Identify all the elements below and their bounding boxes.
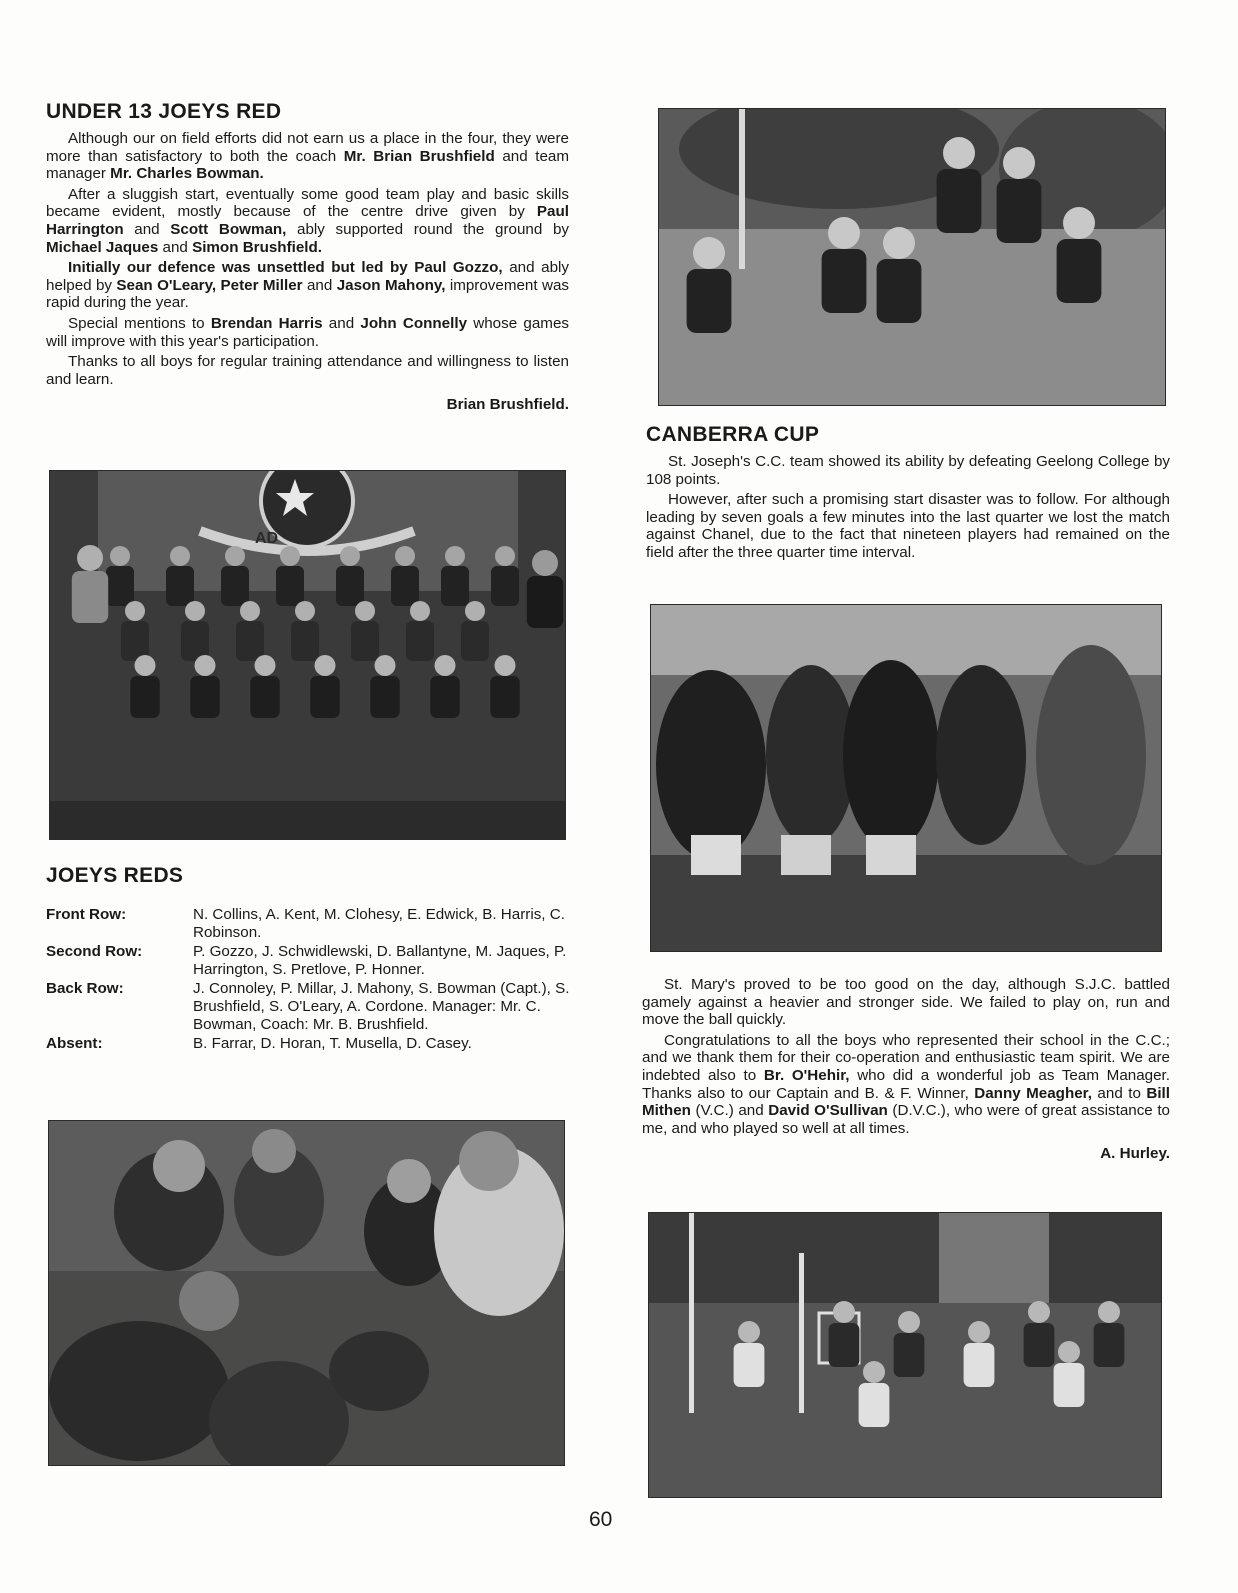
- roster-row: [46, 906, 571, 943]
- team-huddle-photo: [650, 604, 1162, 952]
- huddle-photo: [48, 1120, 565, 1466]
- roster-row-names: B. Farrar, D. Horan, T. Musella, D. Casey.: [193, 1035, 472, 1053]
- under13-paragraph: Although our on field efforts did not earn us a place in the four, they were more than satisfactory to both the coach Mr. Brian Brushfield and team manager Mr. Charles Bowman.: [46, 130, 569, 183]
- roster-row: [46, 1035, 571, 1055]
- left-column: [46, 100, 569, 413]
- roster-row-label: Front Row:: [46, 906, 127, 923]
- roster-block: [46, 864, 571, 1055]
- canberra-paragraph: St. Mary's proved to be too good on the day, although S.J.C. battled gamely against a heavier and stronger side. We failed to play on, run and move the ball quickly.: [642, 976, 1170, 1029]
- roster-row-label: Back Row:: [46, 980, 124, 998]
- banner-motto: AD: [255, 530, 279, 547]
- signature-hurley: A. Hurley.: [1100, 1145, 1170, 1163]
- under13-paragraph: After a sluggish start, eventually some good team play and basic skills became evident, mostly because of the centre drive given by Paul Harrington and Scott Bowman, ably supported round the ground by Michael Jaques and Simon Brushfield.: [46, 185, 569, 256]
- roster-row-names: P. Gozzo, J. Schwidlewski, D. Ballantyne, M. Jaques, P. Harrington, S. Pretlove, P. Honner.: [193, 943, 567, 978]
- section1-body: [46, 130, 569, 388]
- marking-contest-photo: [658, 108, 1166, 406]
- under13-paragraph: Thanks to all boys for regular training attendance and willingness to listen and learn.: [46, 353, 569, 388]
- roster-title: JOEYS REDS: [46, 864, 184, 887]
- canberra-paragraph: St. Joseph's C.C. team showed its ability by defeating Geelong College by 108 points.: [646, 453, 1170, 488]
- roster-row-names: J. Connoley, P. Millar, J. Mahony, S. Bowman (Capt.), S. Brushfield, S. O'Leary, A. Cordone. Manager: Mr. C. Bowman, Coach: Mr. B. Brushfield.: [193, 980, 570, 1033]
- goal-celebration-photo: [648, 1212, 1162, 1498]
- canberra-cup-continued: [642, 976, 1170, 1162]
- section-title-under13: UNDER 13 JOEYS RED: [46, 100, 282, 123]
- canberra-body-bottom: [642, 976, 1170, 1137]
- under13-paragraph: Special mentions to Brendan Harris and John Connelly whose games will improve with this year's participation.: [46, 314, 569, 350]
- roster-row: [46, 980, 571, 1035]
- roster-row-label: Absent:: [46, 1035, 103, 1053]
- section-title-canberra: CANBERRA CUP: [646, 423, 820, 446]
- roster-row-names: N. Collins, A. Kent, M. Clohesy, E. Edwick, B. Harris, C. Robinson.: [193, 906, 565, 941]
- roster-row-label: Second Row:: [46, 943, 143, 961]
- team-photo: [49, 470, 566, 840]
- roster-table: [46, 906, 571, 1055]
- signature-brushfield: Brian Brushfield.: [446, 396, 569, 414]
- canberra-body-top: [646, 453, 1170, 562]
- canberra-cup-block: [646, 423, 1170, 565]
- canberra-paragraph: However, after such a promising start disaster was to follow. For although leading by seven goals a few minutes into the last quarter we lost the match against Chanel, due to the fact that nineteen players had remained on the field after the three quarter time interval.: [646, 491, 1170, 561]
- roster-row: [46, 943, 571, 980]
- under13-paragraph: Initially our defence was unsettled but led by Paul Gozzo, and ably helped by Sean O'Leary, Peter Miller and Jason Mahony, improvement was rapid during the year.: [46, 259, 569, 312]
- canberra-paragraph: Congratulations to all the boys who represented their school in the C.C.; and we thank them for their co-operation and enthusiastic team spirit. We are indebted also to Br. O'Hehir, who did a wonderful job as Team Manager. Thanks also to our Captain and B. & F. Winner, Danny Meagher, and to Bill Mithen (V.C.) and David O'Sullivan (D.V.C.), who were of great assistance to me, and who played so well at all times.: [642, 1031, 1170, 1137]
- page-number: 60: [589, 1508, 613, 1531]
